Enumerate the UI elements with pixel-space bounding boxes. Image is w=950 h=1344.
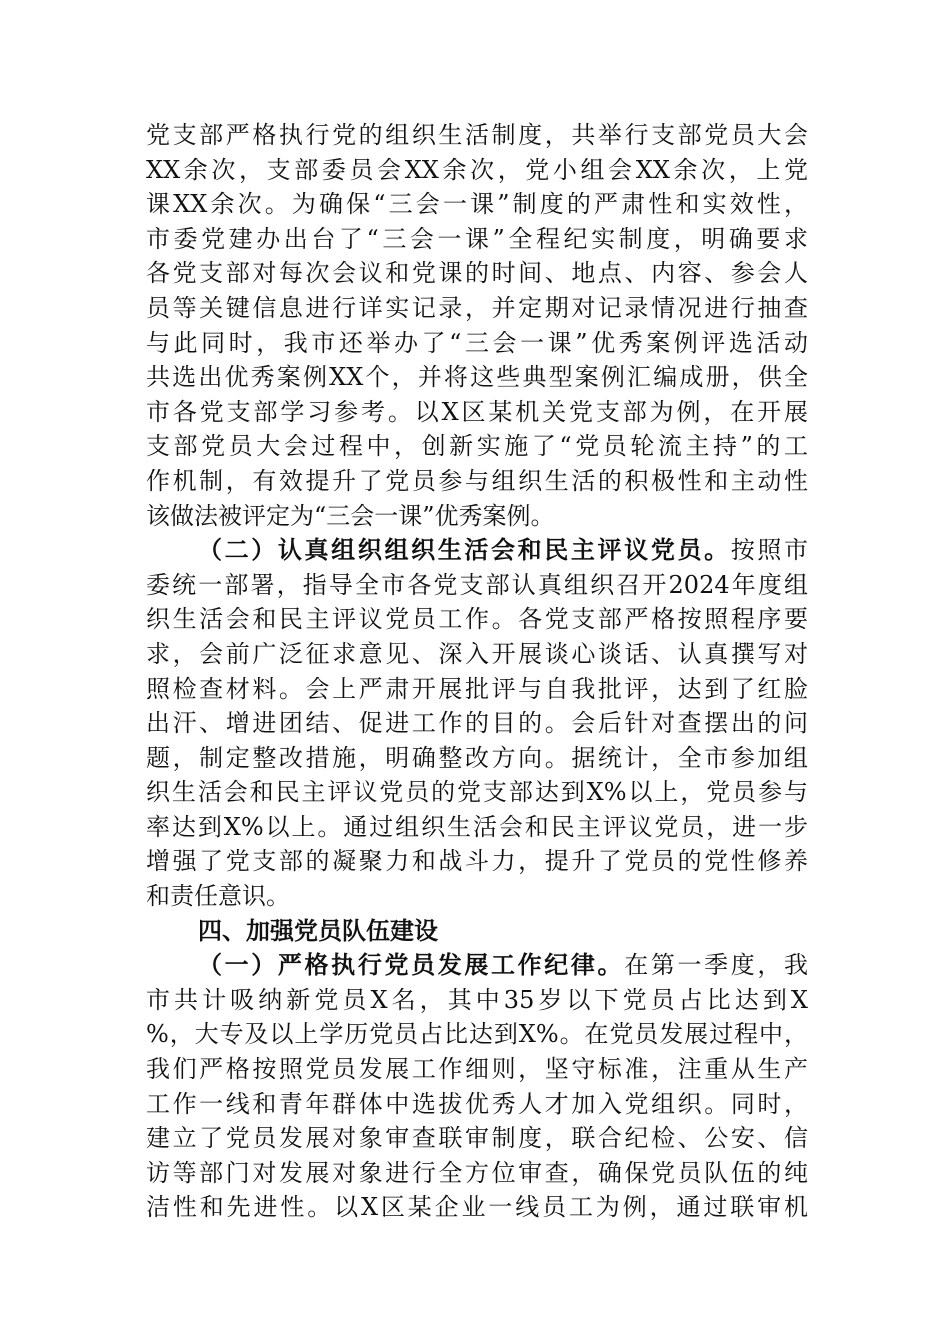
text-line: 织生活会和民主评议党员工作。各党支部严格按照程序要: [146, 605, 808, 634]
text-line: 与此同时，我市还举办了“三会一课”优秀案例评选活动: [146, 328, 808, 357]
text-line: 出汗、增进团结、促进工作的目的。会后针对查摆出的问: [146, 709, 808, 738]
text-line: 员等关键信息进行详实记录，并定期对记录情况进行抽查: [146, 293, 808, 322]
text-line: 照检查材料。会上严肃开展批评与自我批评，达到了红脸: [146, 674, 808, 703]
text-line: %，大专及以上学历党员占比达到X%。在党员发展过程中，: [146, 1020, 808, 1049]
text-line: 各党支部对每次会议和党课的时间、地点、内容、参会人: [146, 259, 808, 288]
text-line: 洁性和先进性。以X区某企业一线员工为例，通过联审机: [146, 1193, 808, 1222]
text-line: 求，会前广泛征求意见、深入开展谈心谈话、认真撰写对: [146, 639, 808, 668]
text-line: 增强了党支部的凝聚力和战斗力，提升了党员的党性修养: [146, 847, 808, 876]
text-line: 工作一线和青年群体中选拔优秀人才加入党组织。同时，: [146, 1089, 808, 1118]
text-line: 和责任意识。: [146, 882, 290, 911]
text-line: 市共计吸纳新党员X名，其中35岁以下党员占比达到X: [146, 985, 808, 1014]
text-line: 作机制，有效提升了党员参与组织生活的积极性和主动性: [146, 466, 808, 495]
paragraph-lead-rest: 按照市: [730, 536, 808, 565]
text-line: 率达到X%以上。通过组织生活会和民主评议党员，进一步: [146, 812, 808, 841]
paragraph-lead-title: （一）严格执行党员发展工作纪律。: [198, 950, 625, 980]
text-line: 题，制定整改措施，明确整改方向。据统计，全市参加组: [146, 743, 808, 772]
text-line: 共选出优秀案例XX个，并将这些典型案例汇编成册，供全: [146, 363, 808, 392]
text-line: XX余次，支部委员会XX余次，党小组会XX余次，上党: [146, 155, 808, 184]
section-heading: 四、加强党员队伍建设: [198, 916, 438, 945]
text-line: 该做法被评定为“三会一课”优秀案例。: [146, 501, 555, 530]
text-line: 织生活会和民主评议党员的党支部达到X%以上，党员参与: [146, 778, 808, 807]
text-line: 课XX余次。为确保“三会一课”制度的严肃性和实效性，: [146, 190, 808, 219]
paragraph-member-development: [146, 948, 808, 1225]
text-line: 党支部严格执行党的组织生活制度，共举行支部党员大会: [146, 121, 808, 149]
paragraph-party-branch-meetings: [146, 118, 808, 533]
paragraph-organizational-life-review: [146, 533, 808, 914]
paragraph-lead-rest: 在第一季度，我: [624, 951, 808, 980]
paragraph-first-line: [146, 533, 808, 568]
text-line: 委统一部署，指导全市各党支部认真组织召开2024年度组: [146, 570, 808, 599]
document-page: [146, 118, 808, 1225]
paragraph-first-line: [146, 948, 808, 983]
text-line: 访等部门对发展对象进行全方位审查，确保党员队伍的纯: [146, 1158, 808, 1187]
text-line: 支部党员大会过程中，创新实施了“党员轮流主持”的工: [146, 432, 808, 461]
paragraph-lead-title: （二）认真组织组织生活会和民主评议党员。: [198, 535, 731, 565]
text-line: 市委党建办出台了“三会一课”全程纪实制度，明确要求: [146, 224, 808, 253]
text-line: 建立了党员发展对象审查联审制度，联合纪检、公安、信: [146, 1124, 808, 1153]
text-line: 市各党支部学习参考。以X区某机关党支部为例，在开展: [146, 397, 808, 426]
text-line: 我们严格按照党员发展工作细则，坚守标准，注重从生产: [146, 1055, 808, 1084]
